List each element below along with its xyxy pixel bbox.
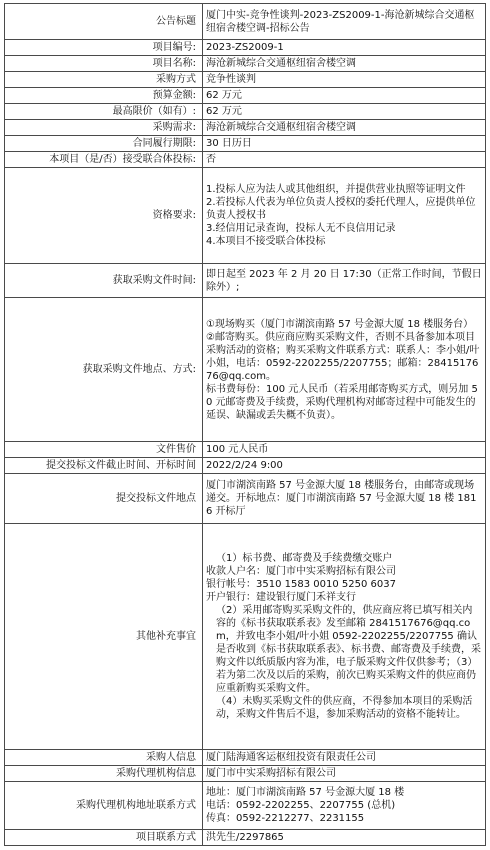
qualification-item: 4.本项目不接受联合体投标 bbox=[206, 236, 326, 247]
other-line: 银行帐号：3510 1583 0010 5250 6037 bbox=[206, 579, 396, 590]
method-value: 竞争性谈判 bbox=[203, 72, 486, 88]
row-other bbox=[5, 524, 486, 750]
doc-method-value bbox=[203, 298, 486, 442]
budget-value: 62 万元 bbox=[203, 88, 486, 104]
qualification-label: 资格要求: bbox=[5, 168, 203, 264]
row-max-price bbox=[5, 104, 486, 120]
agency-contact-line: 地址：厦门市湖滨南路 57 号金源大厦 18 楼 bbox=[206, 787, 405, 798]
deadline-value: 2022/2/24 9:00 bbox=[203, 458, 486, 474]
row-deadline bbox=[5, 458, 486, 474]
agency-label: 采购代理机构信息 bbox=[5, 766, 203, 782]
purchaser-value: 厦门陆海通客运枢纽投资有限责任公司 bbox=[203, 750, 486, 766]
row-method bbox=[5, 72, 486, 88]
row-consortium bbox=[5, 152, 486, 168]
max-price-value: 62 万元 bbox=[203, 104, 486, 120]
row-doc-method bbox=[5, 298, 486, 442]
max-price-label: 最高限价（如有）: bbox=[5, 104, 203, 120]
contract-term-value: 30 日历日 bbox=[203, 136, 486, 152]
qualification-item: 3.经信用记录查询，投标人无不良信用记录 bbox=[206, 223, 396, 234]
method-label: 采购方式 bbox=[5, 72, 203, 88]
project-no-label: 项目编号: bbox=[5, 40, 203, 56]
submit-place-label: 提交投标文件地点 bbox=[5, 474, 203, 524]
row-purchaser bbox=[5, 750, 486, 766]
project-name-value: 海沧新城综合交通枢纽宿舍楼空调 bbox=[203, 56, 486, 72]
project-contact-value: 洪先生/2297865 bbox=[203, 830, 486, 846]
row-qualification bbox=[5, 168, 486, 264]
doc-method-label: 获取采购文件地点、方式: bbox=[5, 298, 203, 442]
row-demand bbox=[5, 120, 486, 136]
qualification-value bbox=[203, 168, 486, 264]
other-line: 收款人户名：厦门市中实采购招标有限公司 bbox=[206, 566, 396, 577]
project-no-value: 2023-ZS2009-1 bbox=[203, 40, 486, 56]
other-line: 开户银行：建设银行厦门禾祥支行 bbox=[206, 592, 356, 603]
row-project-contact bbox=[5, 830, 486, 846]
project-name-label: 项目名称: bbox=[5, 56, 203, 72]
agency-value: 厦门市中实采购招标有限公司 bbox=[203, 766, 486, 782]
other-label: 其他补充事宜 bbox=[5, 524, 203, 750]
row-budget bbox=[5, 88, 486, 104]
title-value: 厦门中实-竞争性谈判-2023-ZS2009-1-海沧新城综合交通枢纽宿舍楼空调-招标公告 bbox=[203, 4, 486, 40]
deadline-label: 提交投标文件截止时间、开标时间 bbox=[5, 458, 203, 474]
doc-method-line: ①现场购买（厦门市湖滨南路 57 号金源大厦 18 楼服务台）②邮寄购买。供应商应购买采购文件，否则不具备参加本项目采购活动的资格；购买采购文件联系方式：联系人：李小姐/叶小姐，电话：0592-2202255/2207755；邮箱：2841517676@qq.com。 bbox=[206, 318, 480, 382]
row-agency-contact bbox=[5, 782, 486, 830]
agency-contact-label: 采购代理机构地址联系方式 bbox=[5, 782, 203, 830]
agency-contact-line: 电话：0592-2202255、2207755 (总机) bbox=[206, 800, 396, 811]
other-line: （1）标书费、邮寄费及手续费缴交账户 bbox=[216, 553, 393, 564]
doc-price-value: 100 元人民币 bbox=[203, 442, 486, 458]
row-project-name bbox=[5, 56, 486, 72]
title-label: 公告标题 bbox=[5, 4, 203, 40]
row-doc-price bbox=[5, 442, 486, 458]
other-line: （4）未购买采购文件的供应商，不得参加本项目的采购活动，采购文件售后不退，参加采购活动的资格不能转让。 bbox=[216, 696, 473, 720]
other-value bbox=[203, 524, 486, 750]
project-contact-label: 项目联系方式 bbox=[5, 830, 203, 846]
agency-contact-line: 传真：0592-2212277、2231155 bbox=[206, 813, 365, 824]
consortium-value: 否 bbox=[203, 152, 486, 168]
demand-label: 采购需求: bbox=[5, 120, 203, 136]
doc-time-value: 即日起至 2023 年 2 月 20 日 17:30（正常工作时间，节假日除外）; bbox=[203, 264, 486, 298]
row-agency bbox=[5, 766, 486, 782]
row-title bbox=[5, 4, 486, 40]
purchaser-label: 采购人信息 bbox=[5, 750, 203, 766]
qualification-item: 2.若投标人代表为单位负责人授权的委托代理人，应提供单位负责人授权书 bbox=[206, 197, 476, 221]
agency-contact-value bbox=[203, 782, 486, 830]
row-contract-term bbox=[5, 136, 486, 152]
contract-term-label: 合同履行期限: bbox=[5, 136, 203, 152]
doc-price-label: 文件售价 bbox=[5, 442, 203, 458]
consortium-label: 本项目（是/否）接受联合体投标: bbox=[5, 152, 203, 168]
doc-time-label: 获取采购文件时间: bbox=[5, 264, 203, 298]
row-doc-time bbox=[5, 264, 486, 298]
budget-label: 预算金额: bbox=[5, 88, 203, 104]
announcement-sheet bbox=[4, 3, 486, 846]
row-project-no bbox=[5, 40, 486, 56]
row-submit-place bbox=[5, 474, 486, 524]
submit-place-value: 厦门市湖滨南路 57 号金源大厦 18 楼服务台，由邮寄或现场递交。开标地点：厦门市湖滨南路 57 号金源大厦 18 楼 1816 开标厅 bbox=[203, 474, 486, 524]
qualification-item: 1.投标人应为法人或其他组织，并提供营业执照等证明文件 bbox=[206, 184, 466, 195]
announcement-table bbox=[4, 3, 486, 846]
doc-method-line: 标书费每份：100 元人民币（若采用邮寄购买方式，则另加 50 元邮寄费及手续费，采购代理机构对邮寄过程中可能发生的延误、缺漏或丢失概不负责）。 bbox=[206, 383, 478, 421]
other-line: （2）采用邮寄购买采购文件的，供应商应将已填写相关内容的《标书获取联系表》发至邮箱 2841517676@qq.com，并致电李小姐/叶小姐 0592-2202255/2207755 确认是否收到《标书获取联系表》、标书费、邮寄费及手续费，采购文件以纸质版内容为准，电子版采购文件仅供参考；（3）若为第二次及以后的采购，前次已购买采购文件的供应商仍应重新购买采购文件。 bbox=[216, 605, 481, 694]
demand-value: 海沧新城综合交通枢纽宿舍楼空调 bbox=[203, 120, 486, 136]
